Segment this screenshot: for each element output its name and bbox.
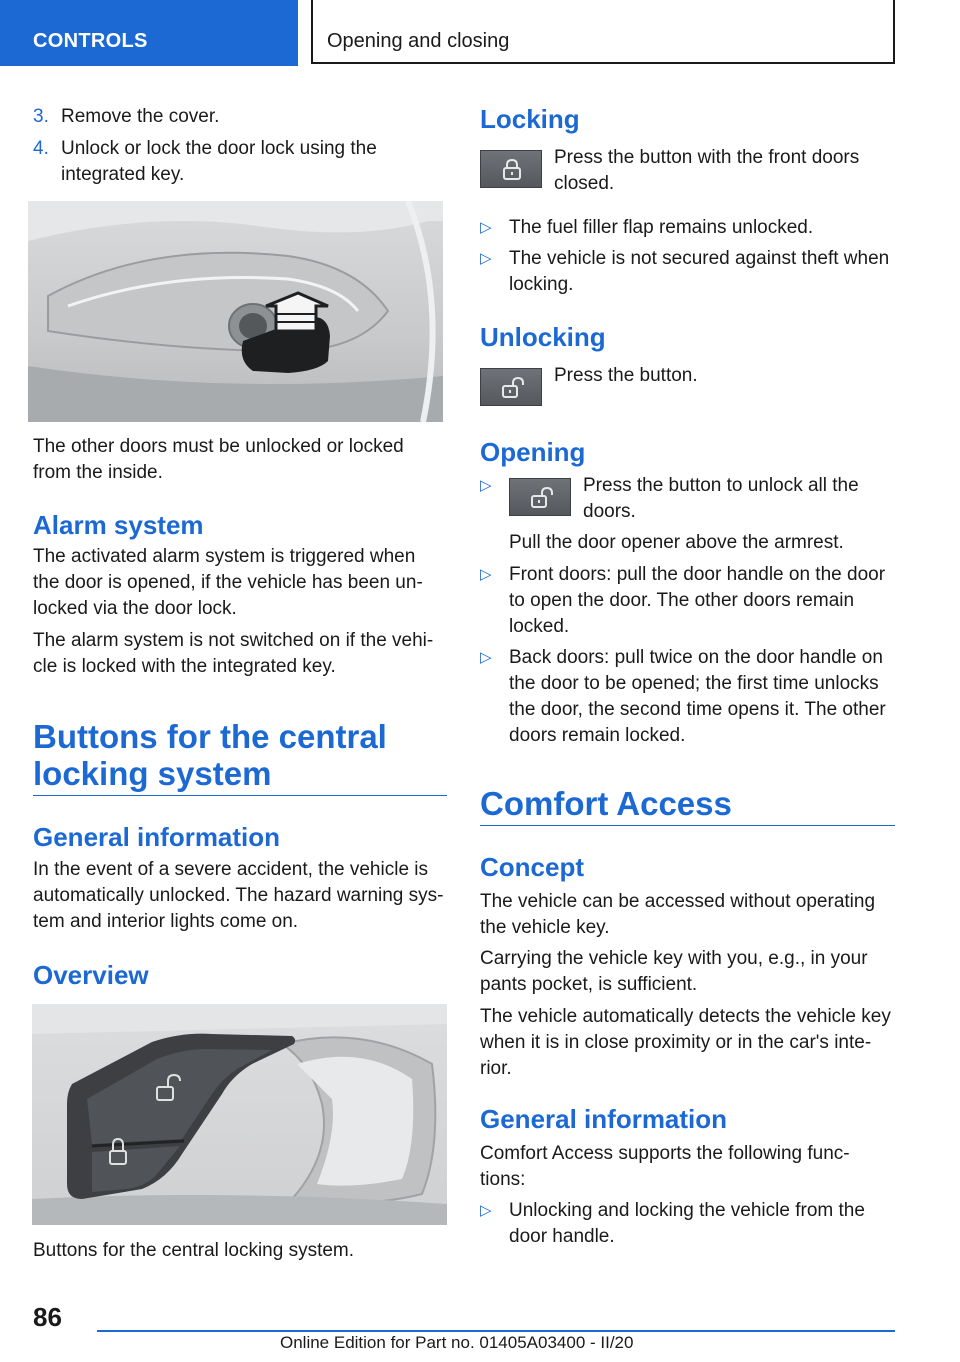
paragraph: cle is locked with the integrated key. [33,656,336,677]
bullet-text: door handle. [509,1226,615,1247]
bullet-triangle-icon: ▷ [480,649,492,666]
bullet-text: The fuel filler flap remains unlocked. [509,217,814,238]
heading-unlocking: Unlocking [480,322,606,352]
heading-overview: Overview [33,960,149,990]
chapter-title: Opening and closing [327,30,510,52]
step-text: Unlock or lock the door lock using the [61,138,377,159]
heading-general-information: General information [33,822,281,852]
page-number: 86 [33,1302,62,1332]
lock-icon [502,159,522,181]
bullet-triangle-icon: ▷ [480,477,492,494]
paragraph: Carrying the vehicle key with you, e.g., in your [480,948,868,969]
bullet-text: Unlocking and locking the vehicle from the [509,1200,865,1221]
paragraph: Press the button with the front doors [554,147,860,168]
paragraph: rior. [480,1058,512,1079]
paragraph: Comfort Access supports the following func‐ [480,1143,850,1164]
bullet-triangle-icon: ▷ [480,250,492,267]
paragraph: pants pocket, is sufficient. [480,974,698,995]
paragraph: The activated alarm system is triggered when [33,546,416,567]
paragraph: when it is in close proximity or in the car's inte‐ [480,1032,872,1053]
heading-comfort-access: Comfort Access [480,785,732,822]
bullet-text: locking. [509,274,574,295]
bullet-text: Front doors: pull the door handle on the door [509,564,886,585]
step-text: integrated key. [61,164,185,185]
unlock-button-image [480,368,542,406]
unlock-icon [502,377,524,399]
paragraph: tem and interior lights come on. [33,911,299,932]
bullet-text: The vehicle is not secured against theft when [509,248,890,269]
unlock-button-image [509,478,571,516]
section-rule [33,795,447,796]
paragraph: the door is opened, if the vehicle has been un‐ [33,572,423,593]
bullet-text: locked. [509,616,570,637]
paragraph: The vehicle can be accessed without operating [480,891,876,912]
section-rule [480,825,895,826]
bullet-triangle-icon: ▷ [480,566,492,583]
paragraph: closed. [554,173,615,194]
bullet-text: Pull the door opener above the armrest. [509,532,844,553]
bullet-text: Press the button to unlock all the [583,475,859,496]
unlock-icon [531,487,553,509]
paragraph: The alarm system is not switched on if the vehi‐ [33,630,434,651]
paragraph: tions: [480,1169,526,1190]
bullet-text: the door to be opened; the first time unlocks [509,673,879,694]
heading-general-information: General information [480,1104,728,1134]
paragraph: In the event of a severe accident, the vehicle is [33,859,429,880]
paragraph: from the inside. [33,462,163,483]
paragraph: Press the button. [554,365,698,386]
central-locking-buttons-image [32,1004,447,1225]
footer-rule [97,1330,895,1332]
step-text: Remove the cover. [61,106,220,127]
bullet-text: to open the door. The other doors remain [509,590,855,611]
step-number: 3. [33,106,49,127]
figure-caption: Buttons for the central locking system. [33,1240,355,1261]
bullet-text: Back doors: pull twice on the door handle on [509,647,883,668]
step-number: 4. [33,138,49,159]
paragraph: the vehicle key. [480,917,610,938]
heading-concept: Concept [480,852,584,882]
heading-alarm-system: Alarm system [33,510,204,540]
paragraph: The vehicle automatically detects the vehicle key [480,1006,891,1027]
section-title: CONTROLS [33,30,148,52]
lock-button-image [480,150,542,188]
paragraph: locked via the door lock. [33,598,237,619]
heading-locking: Locking [480,104,580,134]
bullet-text: doors remain locked. [509,725,686,746]
footer-edition: Online Edition for Part no. 01405A03400 - II/20 [280,1333,634,1352]
section-tab [0,0,298,66]
bullet-triangle-icon: ▷ [480,1202,492,1219]
paragraph: automatically unlocked. The hazard warning sys‐ [33,885,444,906]
bullet-text: doors. [583,501,636,522]
bullet-triangle-icon: ▷ [480,219,492,236]
door-lock-image [28,201,443,422]
bullet-text: the door, the second time opens it. The other [509,699,886,720]
heading-buttons-central-locking: Buttons for the central [33,718,387,755]
heading-buttons-central-locking: locking system [33,755,272,792]
heading-opening: Opening [480,437,586,467]
paragraph: The other doors must be unlocked or locked [33,436,404,457]
chapter-tab [311,0,895,64]
